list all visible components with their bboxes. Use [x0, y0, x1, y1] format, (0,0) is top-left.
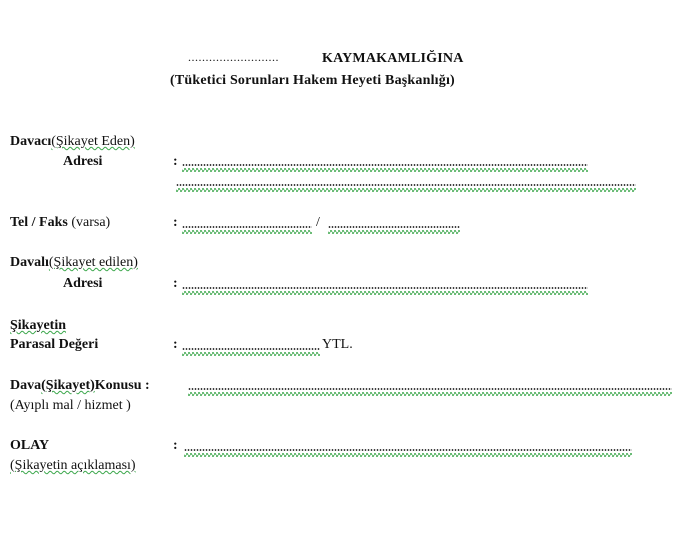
defendant-address-colon: :: [173, 276, 178, 291]
phone-input-underline: [182, 230, 312, 234]
plaintiff-address-colon: :: [173, 154, 178, 169]
phone-fax-label: [10, 215, 110, 231]
event-hint: (Şikayetin açıklaması): [10, 458, 136, 473]
event-colon: :: [173, 438, 178, 453]
subject-colon: :: [145, 378, 150, 393]
currency-unit: YTL.: [322, 337, 353, 352]
title-blank-dots: ..........................: [188, 50, 279, 64]
phone-fax-label-rest: (varsa): [67, 215, 111, 230]
monetary-value-underline: [182, 352, 320, 356]
subject-hint: (Ayıplı mal / hizmet ): [10, 398, 131, 413]
plaintiff-address-label: Adresi: [63, 154, 103, 169]
subject-label-a: Dava: [10, 378, 42, 393]
plaintiff-label-rest: (Şikayet Eden): [51, 134, 135, 149]
subject-label-b: (Şikayet): [41, 378, 95, 393]
plaintiff-label-bold: Davacı: [10, 134, 52, 149]
monetary-value-colon: :: [173, 337, 178, 352]
plaintiff-label: [10, 134, 135, 150]
phone-fax-separator: /: [316, 215, 320, 230]
plaintiff-address-underline-1: [182, 168, 588, 172]
event-label: OLAY: [10, 438, 50, 453]
subject-label-c: Konusu: [94, 378, 142, 393]
defendant-label-rest: (Şikayet edilen): [48, 255, 138, 270]
event-input-underline: [184, 453, 632, 457]
subject-input-underline: [188, 392, 672, 396]
phone-fax-label-bold: Tel / Faks: [10, 215, 68, 230]
monetary-value-label: Parasal Değeri: [10, 337, 99, 352]
defendant-address-underline: [182, 291, 588, 295]
page-title: KAYMAKAMLIĞINA: [322, 51, 464, 66]
defendant-address-label: Adresi: [63, 276, 103, 291]
page-subtitle: (Tüketici Sorunları Hakem Heyeti Başkanlığı): [170, 73, 455, 88]
complaint-label: Şikayetin: [10, 318, 67, 333]
fax-input-underline: [328, 230, 460, 234]
plaintiff-address-underline-2: [176, 188, 636, 192]
defendant-label-bold: Davalı: [10, 255, 49, 270]
subject-label: [10, 378, 150, 394]
defendant-label: [10, 255, 138, 271]
phone-fax-colon: :: [173, 215, 178, 230]
